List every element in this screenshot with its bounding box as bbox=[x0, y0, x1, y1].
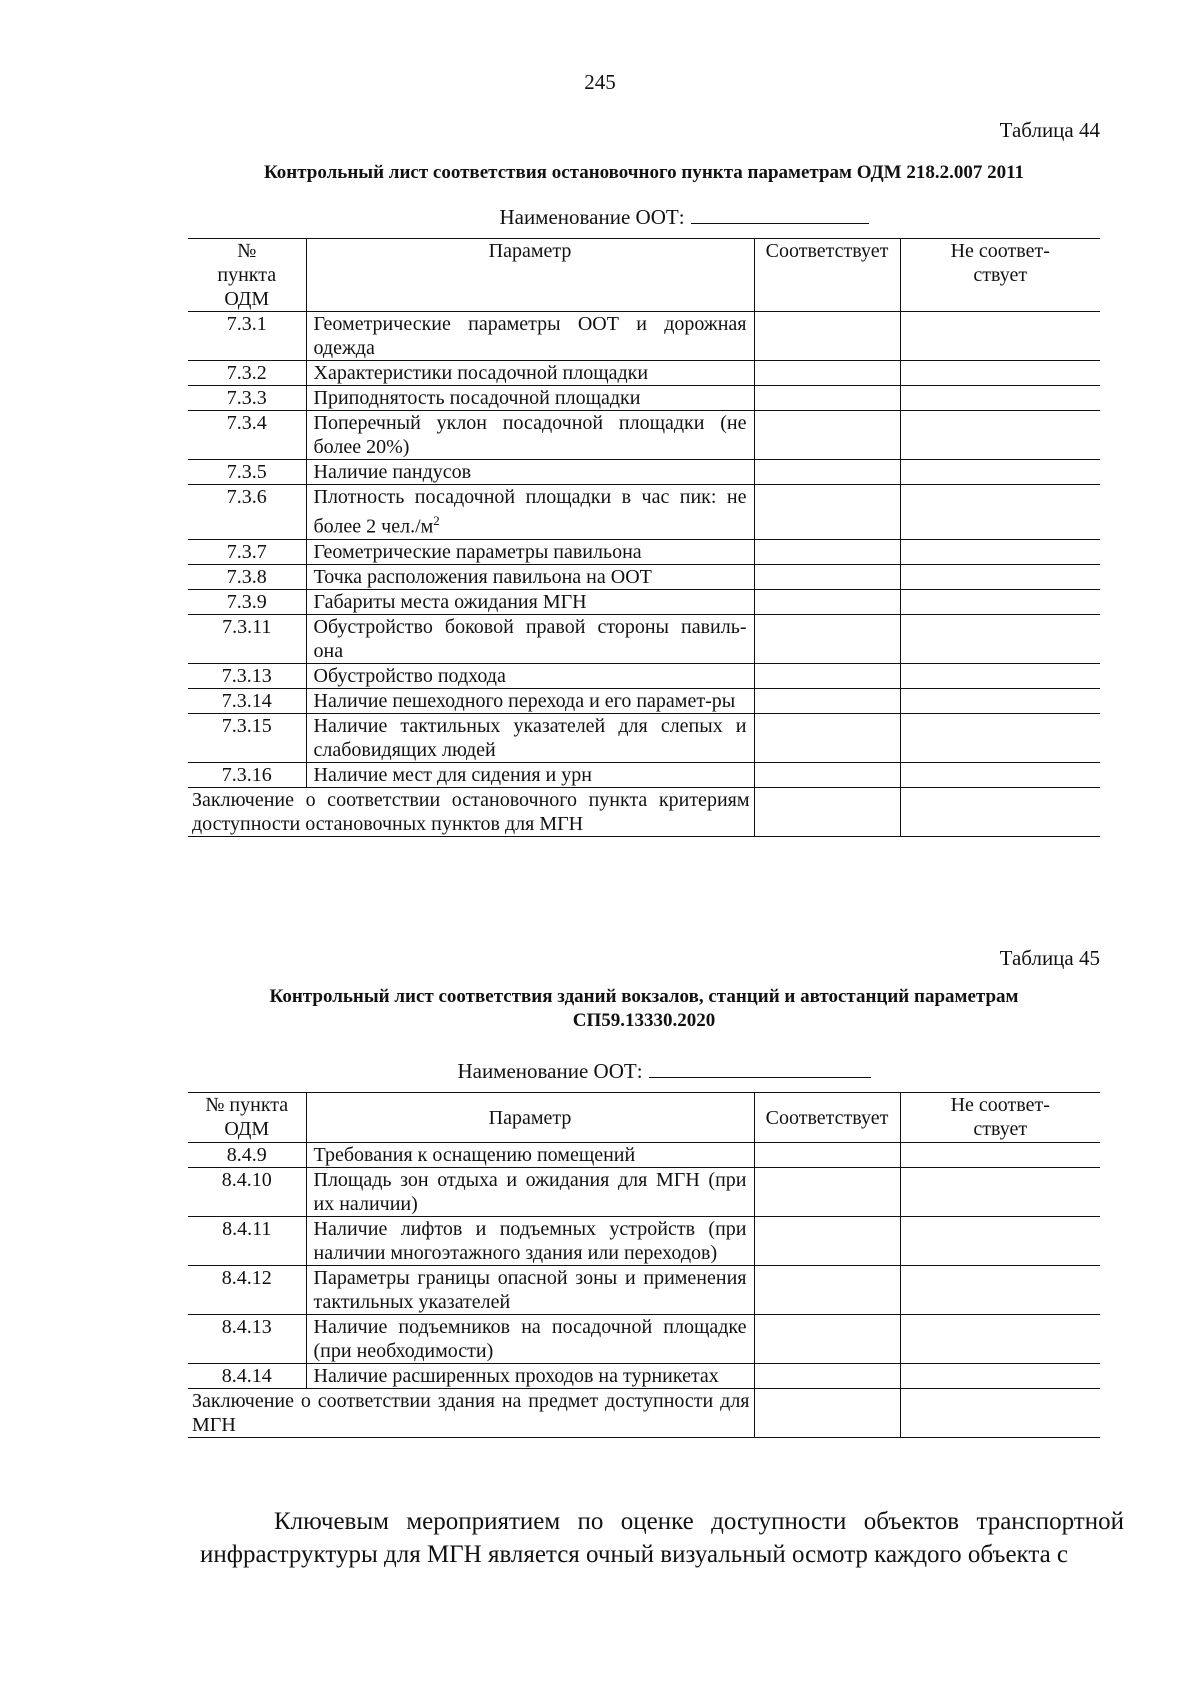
table-45 bbox=[188, 1092, 1100, 1438]
row-parameter bbox=[306, 688, 754, 713]
row-parameter-text: Параметры границы опасной зоны и применения тактильных указателей bbox=[313, 1267, 747, 1313]
row-no-cell[interactable] bbox=[900, 1168, 1100, 1217]
row-parameter bbox=[306, 485, 754, 540]
conclusion-yes-cell[interactable] bbox=[754, 787, 900, 836]
table-44-section bbox=[188, 118, 1100, 837]
row-no-cell[interactable] bbox=[900, 312, 1100, 361]
header-param: Параметр bbox=[306, 239, 754, 312]
row-parameter-text: Наличие подъемников на посадочной площадке (при необходимости) bbox=[313, 1316, 747, 1362]
row-parameter bbox=[306, 460, 754, 485]
header-param: Параметр bbox=[306, 1093, 754, 1143]
row-parameter-text: Наличие пешеходного перехода и его парамет-ры bbox=[313, 689, 736, 712]
row-no-cell[interactable] bbox=[900, 460, 1100, 485]
table-row bbox=[188, 614, 1100, 663]
table-44 bbox=[188, 238, 1100, 837]
oot-label: Наименование ООТ: bbox=[499, 205, 685, 229]
table-row bbox=[188, 411, 1100, 460]
row-parameter bbox=[306, 614, 754, 663]
table-44-oot-line bbox=[188, 205, 1100, 230]
table-row bbox=[188, 1266, 1100, 1315]
row-parameter bbox=[306, 386, 754, 411]
row-parameter bbox=[306, 1364, 754, 1389]
row-no-cell[interactable] bbox=[900, 1315, 1100, 1364]
row-parameter-text: Наличие тактильных указателей для слепых и слабовидящих людей bbox=[313, 714, 747, 761]
row-number: 7.3.13 bbox=[188, 663, 306, 688]
header-num: № пункта ОДМ bbox=[188, 239, 306, 312]
row-parameter bbox=[306, 713, 754, 762]
row-no-cell[interactable] bbox=[900, 539, 1100, 564]
body-paragraph: Ключевым мероприятием по оценке доступности объектов транспортной инфраструктуры для МГН является очный визуальный осмотр каждого объекта с bbox=[200, 1508, 1124, 1568]
table-45-label: Таблица 45 bbox=[999, 946, 1100, 970]
row-number: 7.3.11 bbox=[188, 614, 306, 663]
conclusion-no-cell[interactable] bbox=[900, 787, 1100, 836]
conclusion-yes-cell[interactable] bbox=[754, 1389, 900, 1438]
row-yes-cell[interactable] bbox=[754, 411, 900, 460]
row-parameter bbox=[306, 564, 754, 589]
row-no-cell[interactable] bbox=[900, 361, 1100, 386]
row-parameter-text: Габариты места ожидания МГН bbox=[313, 590, 587, 613]
row-yes-cell[interactable] bbox=[754, 1217, 900, 1266]
table-row bbox=[188, 762, 1100, 787]
table-row bbox=[188, 688, 1100, 713]
table-row bbox=[188, 386, 1100, 411]
row-yes-cell[interactable] bbox=[754, 663, 900, 688]
row-yes-cell[interactable] bbox=[754, 1168, 900, 1217]
row-parameter-text: Геометрические параметры павильона bbox=[313, 540, 642, 563]
row-parameter bbox=[306, 589, 754, 614]
table-row bbox=[188, 1315, 1100, 1364]
row-number: 8.4.10 bbox=[188, 1168, 306, 1217]
row-no-cell[interactable] bbox=[900, 1364, 1100, 1389]
table-row bbox=[188, 564, 1100, 589]
table-row bbox=[188, 713, 1100, 762]
row-no-cell[interactable] bbox=[900, 1143, 1100, 1168]
table-45-oot-line bbox=[188, 1059, 1100, 1084]
row-number: 7.3.3 bbox=[188, 386, 306, 411]
row-parameter bbox=[306, 539, 754, 564]
row-number: 7.3.4 bbox=[188, 411, 306, 460]
row-no-cell[interactable] bbox=[900, 1266, 1100, 1315]
table-row bbox=[188, 1143, 1100, 1168]
table-row bbox=[188, 1217, 1100, 1266]
row-parameter bbox=[306, 1143, 754, 1168]
row-parameter bbox=[306, 1217, 754, 1266]
row-number: 7.3.16 bbox=[188, 762, 306, 787]
table-row bbox=[188, 485, 1100, 540]
superscript: 2 bbox=[433, 513, 440, 528]
row-no-cell[interactable] bbox=[900, 663, 1100, 688]
table-row bbox=[188, 539, 1100, 564]
row-yes-cell[interactable] bbox=[754, 1143, 900, 1168]
row-number: 7.3.1 bbox=[188, 312, 306, 361]
row-number: 7.3.9 bbox=[188, 589, 306, 614]
table-44-title: Контрольный лист соответствия остановочного пункта параметрам ОДМ 218.2.007 2011 bbox=[263, 162, 1025, 183]
row-parameter bbox=[306, 762, 754, 787]
page-number: 245 bbox=[584, 70, 616, 94]
table-row bbox=[188, 361, 1100, 386]
row-parameter-text: Наличие расширенных проходов на турникетах bbox=[313, 1365, 719, 1387]
row-no-cell[interactable] bbox=[900, 564, 1100, 589]
row-parameter-text: Обустройство боковой правой стороны павиль-она bbox=[313, 615, 747, 662]
table-row bbox=[188, 589, 1100, 614]
row-yes-cell[interactable] bbox=[754, 1364, 900, 1389]
header-num: № пункта ОДМ bbox=[188, 1093, 306, 1143]
row-number: 8.4.13 bbox=[188, 1315, 306, 1364]
row-yes-cell[interactable] bbox=[754, 539, 900, 564]
row-yes-cell[interactable] bbox=[754, 312, 900, 361]
oot-label: Наименование ООТ: bbox=[457, 1059, 643, 1083]
conclusion-no-cell[interactable] bbox=[900, 1389, 1100, 1438]
row-yes-cell[interactable] bbox=[754, 614, 900, 663]
row-parameter-text: Плотность посадочной площадки в час пик: не более 2 чел./м bbox=[313, 486, 747, 538]
table-row bbox=[188, 663, 1100, 688]
row-yes-cell[interactable] bbox=[754, 361, 900, 386]
row-number: 7.3.6 bbox=[188, 485, 306, 540]
row-parameter bbox=[306, 361, 754, 386]
row-no-cell[interactable] bbox=[900, 411, 1100, 460]
row-parameter-text: Требования к оснащению помещений bbox=[313, 1144, 636, 1166]
row-yes-cell[interactable] bbox=[754, 386, 900, 411]
row-parameter-text: Поперечный уклон посадочной площадки (не более 20%) bbox=[313, 412, 747, 458]
table-row bbox=[188, 1364, 1100, 1389]
oot-blank-field[interactable] bbox=[649, 1059, 871, 1078]
row-number: 8.4.14 bbox=[188, 1364, 306, 1389]
row-yes-cell[interactable] bbox=[754, 1266, 900, 1315]
table-row bbox=[188, 312, 1100, 361]
row-number: 7.3.2 bbox=[188, 361, 306, 386]
row-parameter bbox=[306, 411, 754, 460]
header-yes: Соответствует bbox=[754, 1093, 900, 1143]
table-row bbox=[188, 1168, 1100, 1217]
conclusion-cell: Заключение о соответствии остановочного пункта критериям доступности остановочных пунктов для МГН bbox=[188, 787, 754, 836]
table-44-body bbox=[188, 312, 1100, 788]
row-parameter-text: Площадь зон отдыха и ожидания для МГН (при их наличии) bbox=[313, 1169, 747, 1215]
row-parameter bbox=[306, 663, 754, 688]
row-yes-cell[interactable] bbox=[754, 1315, 900, 1364]
row-parameter-text: Наличие пандусов bbox=[313, 461, 472, 483]
row-parameter-text: Наличие мест для сидения и урн bbox=[313, 763, 592, 786]
row-parameter bbox=[306, 1266, 754, 1315]
row-number: 7.3.15 bbox=[188, 713, 306, 762]
row-no-cell[interactable] bbox=[900, 713, 1100, 762]
row-parameter bbox=[306, 1168, 754, 1217]
row-parameter bbox=[306, 312, 754, 361]
row-number: 7.3.5 bbox=[188, 460, 306, 485]
row-parameter-text: Геометрические параметры ООТ и дорожная одежда bbox=[313, 313, 747, 359]
row-parameter-text: Приподнятость посадочной площадки bbox=[313, 387, 641, 409]
row-no-cell[interactable] bbox=[900, 1217, 1100, 1266]
row-no-cell[interactable] bbox=[900, 589, 1100, 614]
header-no: Не соответ- ствует bbox=[900, 239, 1100, 312]
row-yes-cell[interactable] bbox=[754, 485, 900, 540]
row-number: 8.4.9 bbox=[188, 1143, 306, 1168]
row-parameter-text: Наличие лифтов и подъемных устройств (при наличии многоэтажного здания или переходов) bbox=[313, 1218, 747, 1264]
row-no-cell[interactable] bbox=[900, 688, 1100, 713]
row-yes-cell[interactable] bbox=[754, 564, 900, 589]
conclusion-cell: Заключение о соответствии здания на предмет доступности для МГН bbox=[188, 1389, 754, 1438]
row-no-cell[interactable] bbox=[900, 485, 1100, 540]
table-45-body bbox=[188, 1143, 1100, 1389]
row-yes-cell[interactable] bbox=[754, 713, 900, 762]
row-yes-cell[interactable] bbox=[754, 460, 900, 485]
header-no: Не соответ- ствует bbox=[900, 1093, 1100, 1143]
oot-blank-field[interactable] bbox=[691, 205, 869, 224]
row-yes-cell[interactable] bbox=[754, 762, 900, 787]
table-45-section bbox=[188, 946, 1100, 1438]
row-parameter-text: Обустройство подхода bbox=[313, 664, 506, 687]
row-no-cell[interactable] bbox=[900, 386, 1100, 411]
row-number: 8.4.11 bbox=[188, 1217, 306, 1266]
row-number: 7.3.8 bbox=[188, 564, 306, 589]
row-yes-cell[interactable] bbox=[754, 688, 900, 713]
table-45-title: Контрольный лист соответствия зданий вокзалов, станций и автостанций параметрам СП59.13330.2020 bbox=[269, 986, 1019, 1031]
table-44-conclusion-row bbox=[188, 787, 1100, 836]
row-no-cell[interactable] bbox=[900, 762, 1100, 787]
table-44-label: Таблица 44 bbox=[999, 118, 1100, 142]
row-parameter-text: Характеристики посадочной площадки bbox=[313, 362, 649, 384]
table-45-conclusion-row bbox=[188, 1389, 1100, 1438]
row-no-cell[interactable] bbox=[900, 614, 1100, 663]
row-number: 7.3.14 bbox=[188, 688, 306, 713]
row-parameter bbox=[306, 1315, 754, 1364]
row-yes-cell[interactable] bbox=[754, 589, 900, 614]
row-number: 7.3.7 bbox=[188, 539, 306, 564]
header-yes: Соответствует bbox=[754, 239, 900, 312]
row-number: 8.4.12 bbox=[188, 1266, 306, 1315]
table-row bbox=[188, 460, 1100, 485]
row-parameter-text: Точка расположения павильона на ООТ bbox=[313, 565, 652, 588]
